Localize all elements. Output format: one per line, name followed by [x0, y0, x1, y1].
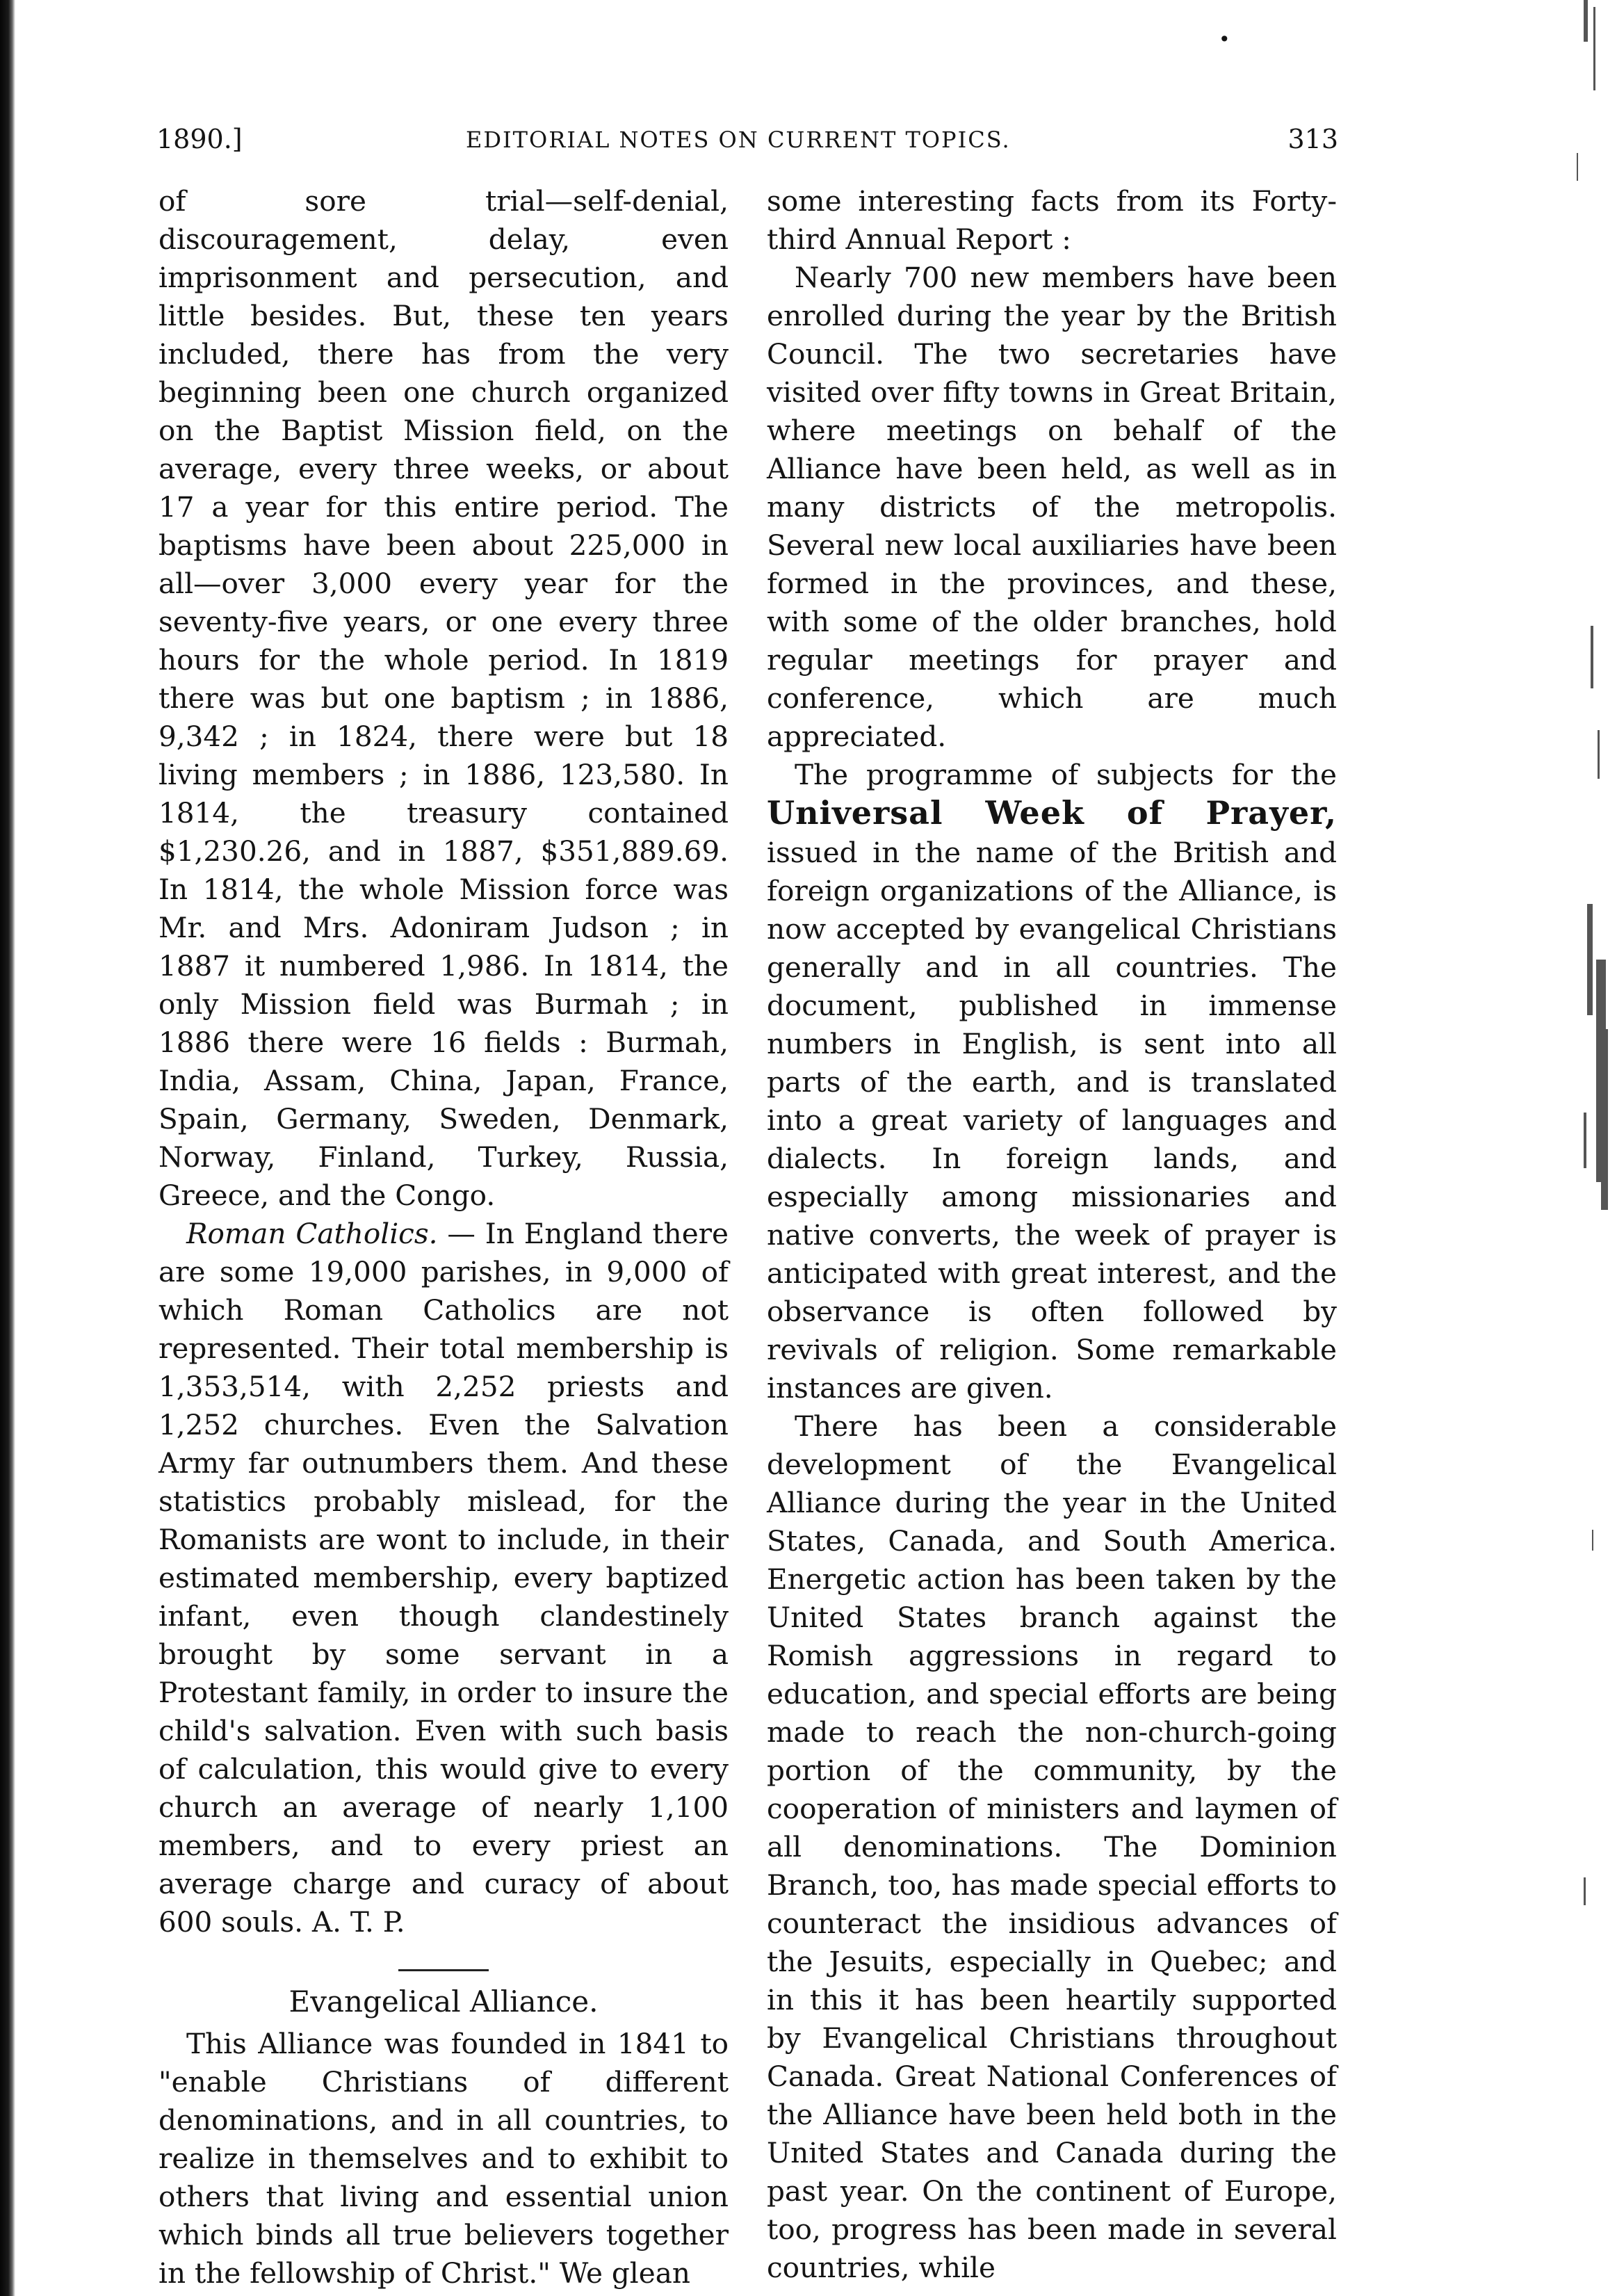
- running-header: [156, 124, 1338, 165]
- section-heading: Evangelical Alliance.: [289, 1984, 599, 2019]
- page-number: 313: [1287, 124, 1338, 154]
- paragraph: This Alliance was founded in 1841 to "enable Christians of different denominations, and in all countries, to realize in themselves and to exhibit to others that living and essential union which binds all true believers together in the fellowship of Christ." We glean: [159, 2027, 729, 2290]
- bold-phrase: Universal Week of Prayer,: [767, 794, 1337, 832]
- signature: A. T. P.: [311, 1905, 405, 1939]
- paragraph: some interesting facts from its Forty-third Annual Report :: [767, 184, 1337, 256]
- right-column: [767, 182, 1337, 2287]
- stray-mark: •: [1219, 28, 1230, 51]
- paragraph: The programme of subjects for the Universal Week of Prayer, issued in the name of the British and foreign organizations of the Alliance, is now accepted by evangelical Christians generally and in all countries. The document, published in immense numbers in English, is sent into all parts of the earth, and is translated into a great variety of languages and dialects. In foreign lands, and especially among missionaries and native converts, the week of prayer is anticipated with great interest, and the observance is often followed by revivals of religion. Some remarkable instances are given.: [767, 758, 1337, 1405]
- header-year: 1890.]: [156, 124, 243, 154]
- paragraph: Roman Catholics. — In England there are some 19,000 parishes, in 9,000 of which Roman Catholics are not represented. Their total membership is 1,353,514, with 2,252 priests and 1,252 churches. Even the Salvation Army far outnumbers them. And these statistics probably mislead, for the Romanists are wont to include, in their estimated membership, every baptized infant, even though clandestinely brought by some servant in a Protestant family, in order to insure the child's salvation. Even with such basis of calculation, this would give to every church an average of nearly 1,100 members, and to every priest an average charge and curacy of about 600 souls. A. T. P.: [159, 1217, 729, 1939]
- paragraph: of sore trial—self-denial, discouragement, delay, even imprisonment and persecution, and little besides. But, these ten years included, there has from the very beginning been one church organized on the Baptist Mission field, on the average, every three weeks, or about 17 a year for this entire period. The baptisms have been about 225,000 in all—over 3,000 every year for the seventy-five years, or one every three hours for the whole period. In 1819 there was but one baptism ; in 1886, 9,342 ; in 1824, there were but 18 living members ; in 1886, 123,580. In 1814, the treasury contained $1,230.26, and in 1887, $351,889.69. In 1814, the whole Mission force was Mr. and Mrs. Adoniram Judson ; in 1887 it numbered 1,986. In 1814, the only Mission field was Burmah ; in 1886 there were 16 fields : Burmah, India, Assam, China, Japan, France, Spain, Germany, Sweden, Denmark, Norway, Finland, Turkey, Russia, Greece, and the Congo.: [159, 184, 729, 1212]
- page-edge-artifact: [1535, 0, 1611, 2296]
- header-running-title: EDITORIAL NOTES ON CURRENT TOPICS.: [466, 127, 1011, 153]
- paragraph: Nearly 700 new members have been enrolled during the year by the British Council. The two secretaries have visited over fifty towns in Great Britain, where meetings on behalf of the Alliance have been held, as well as in many districts of the metropolis. Several new local auxiliaries have been formed in the provinces, and these, with some of the older branches, hold regular meetings for prayer and conference, which are much appreciated.: [767, 261, 1337, 753]
- left-column: [159, 182, 729, 2293]
- section-divider: [398, 1969, 489, 1971]
- book-spine-shadow: [0, 0, 15, 2296]
- paragraph: There has been a considerable development of the Evangelical Alliance during the year in the United States, Canada, and South America. Energetic action has been taken by the United States branch against the Romish aggressions in regard to education, and special efforts are being made to reach the non-church-going portion of the community, by the cooperation of ministers and laymen of all denominations. The Dominion Branch, too, has made special efforts to counteract the insidious advances of the Jesuits, especially in Quebec; and in this it has been heartily supported by Evangelical Christians throughout Canada. Great National Conferences of the Alliance have been held both in the United States and Canada during the past year. On the continent of Europe, too, progress has been made in several countries, while: [767, 1409, 1337, 2284]
- paragraph-lead: Roman Catholics.: [186, 1217, 438, 1250]
